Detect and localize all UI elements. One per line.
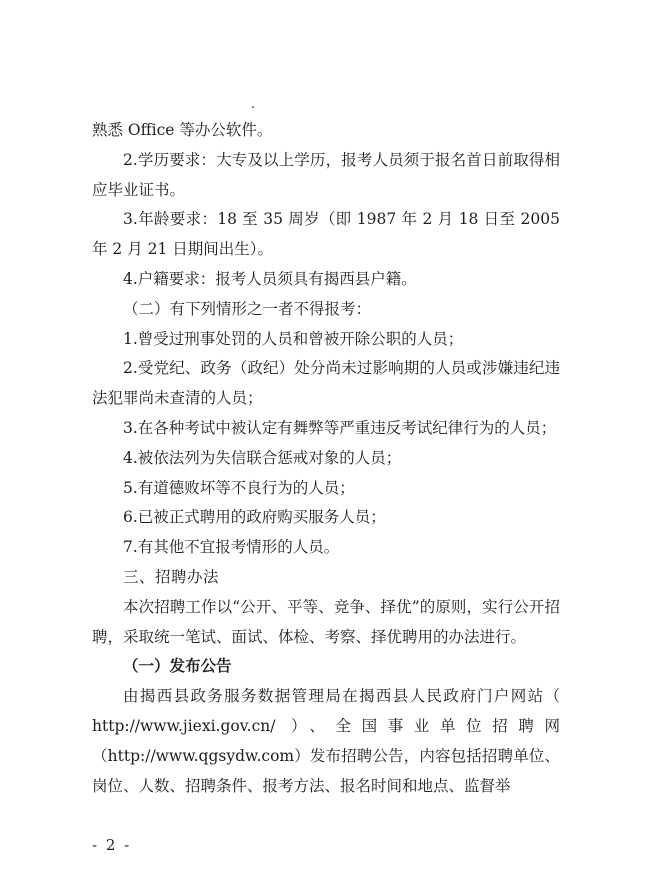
paragraph-disqualification-heading: （二）有下列情形之一者不得报考： (123, 299, 372, 318)
paragraph-office-skill: 熟悉 Office 等办公软件。 (92, 121, 273, 139)
document-body (92, 116, 560, 801)
paragraph-announcement-details: 由揭西县政务服务数据管理局在揭西县人民政府门户网站（ http://www.jiexi.gov.cn/ ）、全国事业单位招聘网（http://www.qgsydw.com）发布招聘公告，内容包括招聘单位、岗位、人数、招聘条件、报考方法、报名时间和地点、监督举 (92, 687, 560, 795)
paragraph-disqualification-item-3: 3.在各种考试中被认定有舞弊等严重违反考试纪律行为的人员； (123, 418, 557, 437)
paragraph-disqualification-item-6: 6.已被正式聘用的政府购买服务人员； (123, 508, 386, 527)
subheading-publish-announcement: （一）发布公告 (123, 657, 232, 676)
paragraph-household-requirement: 4.户籍要求：报考人员须具有揭西县户籍。 (123, 269, 417, 288)
paragraph-recruitment-principle: 本次招聘工作以“公开、平等、竞争、择优”的原则，实行公开招聘，采取统一笔试、面试、体检、考察、择优聘用的办法进行。 (92, 597, 560, 646)
paragraph-disqualification-item-7: 7.有其他不宜报考情形的人员。 (123, 538, 340, 557)
paragraph-disqualification-item-1: 1.曾受过刑事处罚的人员和曾被开除公职的人员； (123, 329, 464, 348)
paragraph-disqualification-item-4: 4.被依法列为失信联合惩戒对象的人员； (123, 448, 402, 467)
paragraph-education-requirement: 2.学历要求：大专及以上学历，报考人员须于报名首日前取得相应毕业证书。 (92, 150, 560, 199)
scan-speck (252, 106, 254, 108)
paragraph-disqualification-item-5: 5.有道德败坏等不良行为的人员； (123, 478, 355, 497)
paragraph-disqualification-item-2: 2.受党纪、政务（政纪）处分尚未过影响期的人员或涉嫌违纪违法犯罪尚未查清的人员； (92, 359, 560, 408)
paragraph-age-requirement: 3.年龄要求：18 至 35 周岁（即 1987 年 2 月 18 日至 2005 年 2 月 21 日期间出生）。 (92, 210, 560, 259)
page-number: - 2 - (92, 836, 132, 854)
section-heading-recruitment-method: 三、招聘办法 (123, 567, 220, 586)
